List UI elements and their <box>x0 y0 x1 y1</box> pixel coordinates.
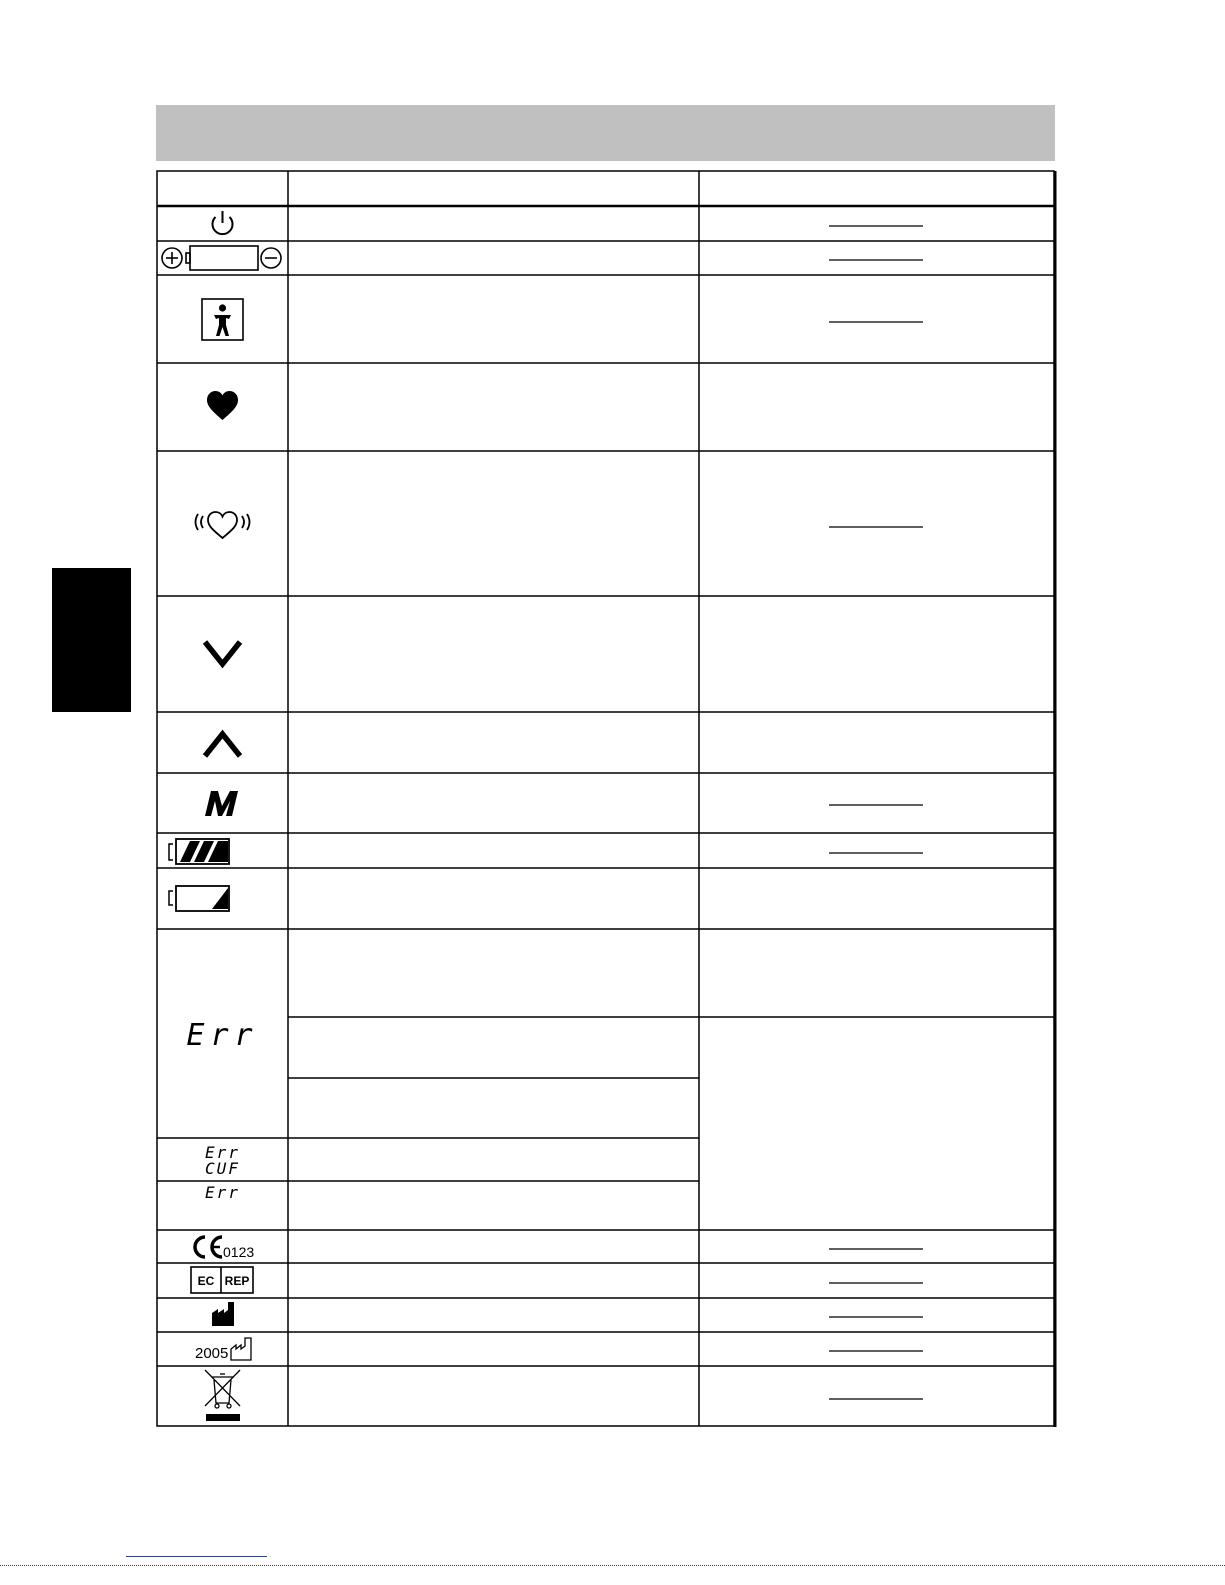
page-bottom-dotted-rule <box>0 1565 1225 1566</box>
battery-full-icon <box>169 839 229 864</box>
svg-text:Err: Err <box>186 1018 259 1053</box>
date-of-manufacture-icon <box>195 1338 251 1362</box>
heart-icon <box>207 391 238 420</box>
svg-text:0123: 0123 <box>223 1244 255 1260</box>
svg-text:CUF: CUF <box>205 1159 240 1178</box>
err-cuf-display-icon <box>205 1143 240 1178</box>
svg-text:2005: 2005 <box>195 1345 229 1362</box>
manufacturer-icon <box>212 1302 234 1326</box>
svg-text:Err: Err <box>205 1143 240 1162</box>
svg-text:REP: REP <box>224 1274 250 1288</box>
table-rules <box>157 171 1055 1427</box>
ce-mark-icon <box>195 1237 254 1260</box>
memory-m-icon <box>205 791 238 816</box>
svg-text:Err: Err <box>205 1183 240 1202</box>
battery-low-icon <box>169 886 229 911</box>
ec-rep-icon <box>191 1267 253 1293</box>
down-arrow-icon <box>205 642 240 664</box>
weee-disposal-icon <box>205 1370 240 1421</box>
err-small-display-icon <box>205 1183 240 1202</box>
type-bf-applied-part-icon <box>202 299 243 340</box>
battery-polarity-icon <box>162 246 281 270</box>
svg-text:EC: EC <box>197 1274 215 1288</box>
irregular-heartbeat-icon <box>196 512 250 538</box>
err-display-icon <box>186 1018 258 1053</box>
up-arrow-icon <box>205 734 240 756</box>
footer-link-underline[interactable] <box>126 1556 267 1557</box>
power-icon <box>213 211 233 234</box>
right-column-underlines <box>829 226 923 1399</box>
